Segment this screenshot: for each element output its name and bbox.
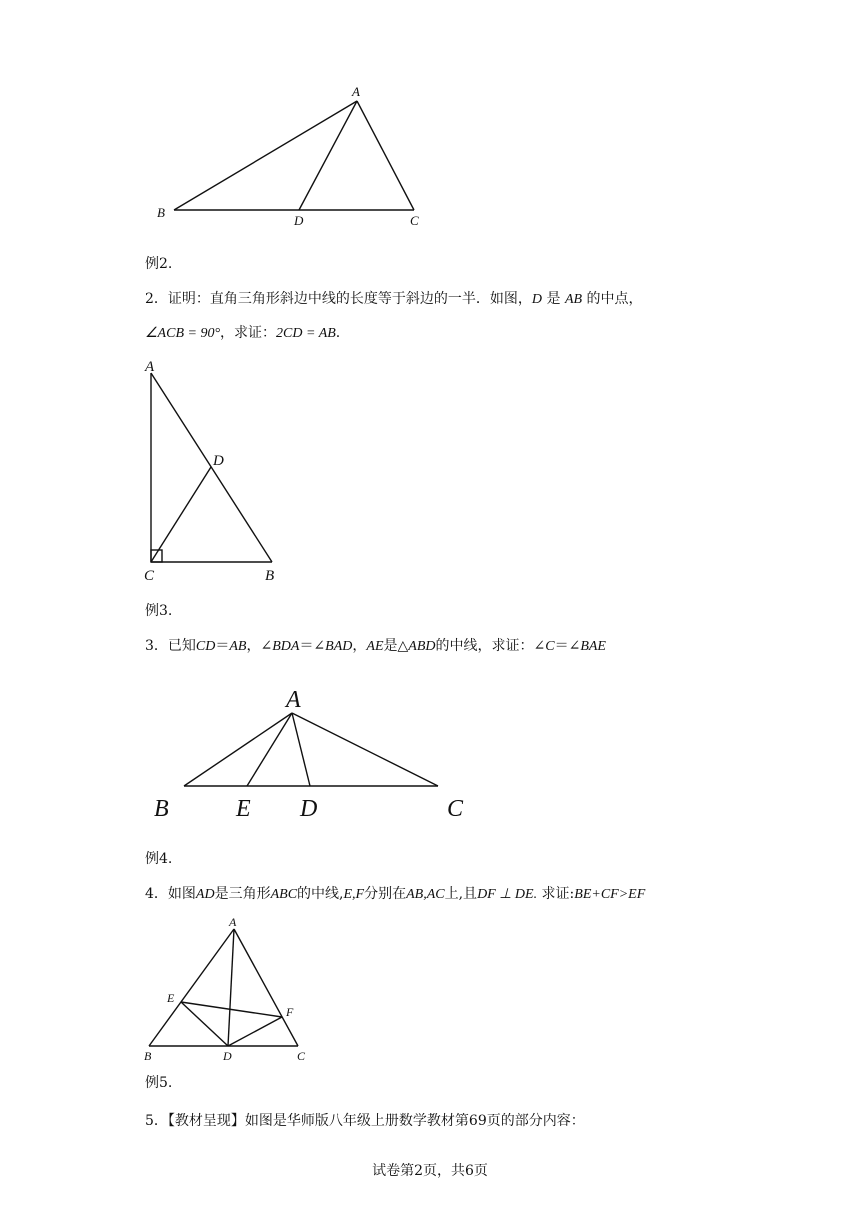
label-a: A: [229, 915, 237, 929]
segment-ac: [357, 101, 414, 210]
segment-ad-text: AD: [195, 887, 215, 902]
figure-triangle-abc-def: [140, 910, 315, 1065]
figure-triangle-abc-median: [140, 78, 440, 233]
segment-ad: [299, 101, 357, 210]
label-a: A: [286, 687, 301, 713]
segment-cd-text: CD: [195, 639, 216, 654]
segment-cd: [151, 467, 211, 562]
segment-ef: [181, 1002, 282, 1017]
angle-bda-text: BDA: [272, 639, 300, 654]
prove-equation: 2CD = AB: [276, 326, 336, 341]
problem-2-line-2: [145, 324, 340, 343]
label-a: A: [145, 359, 155, 375]
angle-c-text: C: [545, 639, 555, 654]
triangle-abc-text: ABC: [270, 887, 298, 902]
label-d: D: [223, 1049, 232, 1063]
angle-bae-text: BAE: [580, 639, 606, 654]
sep-1: ，∠: [246, 638, 273, 654]
label-c: C: [297, 1049, 306, 1063]
problem-4: [145, 885, 645, 904]
points-ef-text: E,F: [343, 887, 365, 902]
segment-ac: [234, 929, 298, 1046]
problem-4-prefix: 4．如图: [145, 886, 196, 902]
label-d: D: [300, 796, 318, 822]
label-d: D: [213, 453, 224, 469]
example-label-5: 例5.: [145, 1075, 173, 1091]
problem-4-t3: 分别在: [364, 886, 407, 902]
problem-4-t5: 求证:: [537, 886, 575, 902]
label-e: E: [167, 991, 175, 1005]
label-d: D: [294, 213, 304, 228]
angle-condition: ∠ACB = 90°: [145, 326, 221, 341]
segment-ae: [247, 713, 292, 786]
angle-bad-text: BAD: [325, 639, 353, 654]
label-e: E: [236, 796, 251, 822]
sep-2: ，: [352, 638, 367, 654]
label-f: F: [286, 1005, 294, 1019]
figure-triangle-abc-points-ed: [145, 680, 475, 825]
equals-1: ＝: [215, 638, 230, 654]
problem-5: 5．【教材呈现】如图是华师版八年级上册数学教材第69页的部分内容：: [145, 1113, 585, 1129]
label-a: A: [352, 84, 360, 99]
segment-ab: [184, 713, 292, 786]
problem-3-suffix: 的中线，求证：∠: [435, 638, 546, 654]
segment-ac: [292, 713, 438, 786]
segment-ad: [228, 929, 234, 1046]
segment-ab: [174, 101, 357, 210]
problem-4-goal: BE+CF>EF: [574, 887, 646, 902]
problem-3-prefix: 3．已知: [145, 638, 196, 654]
label-c: C: [144, 568, 155, 584]
example-label-4: 例4.: [145, 851, 173, 867]
example-label-2: 例2.: [145, 256, 173, 272]
figure-right-triangle: [140, 352, 290, 587]
segment-ab-text: AB: [564, 292, 583, 307]
label-c: C: [447, 796, 464, 822]
problem-3-mid: 是△: [383, 638, 409, 654]
page-footer: 试卷第2页，共6页: [372, 1163, 488, 1179]
segment-df: [228, 1017, 282, 1046]
problem-4-t2: 的中线,: [297, 886, 344, 902]
equals-3: ＝∠: [554, 638, 581, 654]
segment-ad: [292, 713, 310, 786]
label-b: B: [154, 796, 169, 822]
problem-4-t1: 是三角形: [214, 886, 271, 902]
label-b: B: [265, 568, 275, 584]
problem-2-text: 2．证明：直角三角形斜边中线的长度等于斜边的一半．如图，: [145, 291, 532, 307]
problem-2-line-1: [145, 290, 643, 309]
label-b: B: [144, 1049, 152, 1063]
point-d: D: [531, 292, 543, 307]
segment-ab-text: AB: [229, 639, 247, 654]
segments-ab-ac-text: AB,AC: [406, 887, 445, 902]
equals-2: ＝∠: [299, 638, 326, 654]
problem-2-text-mid: 是: [546, 291, 561, 307]
segment-ae-text: AE: [366, 639, 384, 654]
prove-label: ，求证：: [220, 325, 277, 341]
label-c: C: [410, 213, 419, 228]
problem-2-text-suffix: 的中点，: [586, 291, 643, 307]
example-label-3: 例3.: [145, 603, 173, 619]
segment-ab: [149, 929, 234, 1046]
perpendicular-condition: DF ⊥ DE.: [477, 887, 538, 902]
triangle-abd-text: ABD: [408, 639, 436, 654]
problem-3: [145, 637, 606, 656]
period: .: [335, 325, 341, 341]
problem-4-t4: 上,且: [444, 886, 478, 902]
label-b: B: [157, 205, 165, 220]
